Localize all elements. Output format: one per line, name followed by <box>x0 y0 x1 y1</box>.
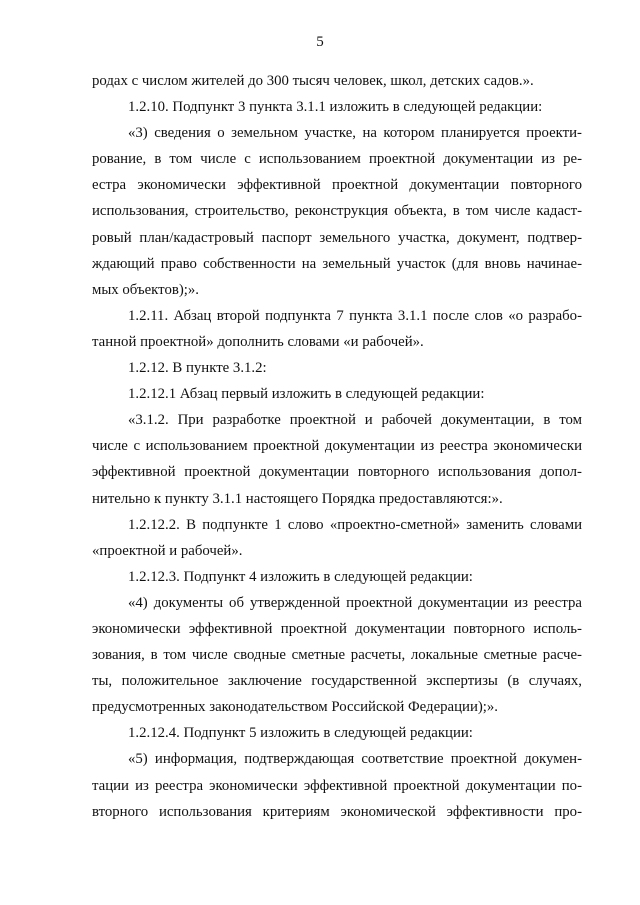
text-line: 1.2.10. Подпункт 3 пункта 3.1.1 изложить в следующей редакции: <box>128 99 543 116</box>
text-line: естра экономически эффективной проектной документации повторного <box>92 177 582 194</box>
text-line: «проектной и рабочей». <box>92 542 243 559</box>
text-line: «4) документы об утвержденной проектной документации из реестра <box>128 594 582 611</box>
text-line: эффективной проектной документации повторного использования допол- <box>92 464 582 481</box>
text-line: ровый план/кадастровый паспорт земельного участка, документ, подтвер- <box>92 229 582 246</box>
page-number: 5 <box>316 34 324 50</box>
text-line: 1.2.12.1 Абзац первый изложить в следующей редакции: <box>128 386 485 403</box>
text-line: 1.2.12.3. Подпункт 4 изложить в следующей редакции: <box>128 568 473 585</box>
text-line: нительно к пункту 3.1.1 настоящего Порядка предоставляются:». <box>92 490 503 507</box>
text-line: рование, в том числе с использованием проектной документации из ре- <box>92 151 582 168</box>
text-line: 1.2.12.2. В подпункте 1 слово «проектно-сметной» заменить словами <box>128 516 582 533</box>
text-line: 1.2.11. Абзац второй подпункта 7 пункта 3.1.1 после слов «о разрабо- <box>128 307 582 324</box>
text-line: зования, в том числе сводные сметные расчеты, локальные сметные расче- <box>92 647 582 664</box>
text-line: числе с использованием проектной документации из реестра экономически <box>92 438 582 455</box>
text-line: экономически эффективной проектной документации повторного исполь- <box>92 620 582 637</box>
text-line: 1.2.12.4. Подпункт 5 изложить в следующей редакции: <box>128 725 473 742</box>
text-line: мых объектов);». <box>92 281 199 298</box>
text-line: предусмотренных законодательством Российской Федерации);». <box>92 699 498 716</box>
text-line: «5) информация, подтверждающая соответствие проектной докумен- <box>128 751 582 768</box>
text-line: танной проектной» дополнить словами «и рабочей». <box>92 333 424 350</box>
text-line: ты, положительное заключение государственной экспертизы (в случаях, <box>92 673 582 690</box>
text-line: «3.1.2. При разработке проектной и рабочей документации, в том <box>128 412 582 429</box>
text-line: «3) сведения о земельном участке, на котором планируется проекти- <box>128 125 582 142</box>
text-line: использования, строительство, реконструкция объекта, в том числе кадаст- <box>92 203 582 220</box>
text-line: родах с числом жителей до 300 тысяч человек, школ, детских садов.». <box>92 73 534 89</box>
document-body <box>92 68 582 825</box>
text-line: ждающий право собственности на земельный участок (для вновь начинае- <box>92 255 582 272</box>
text-line: тации из реестра экономически эффективной проектной документации по- <box>92 777 582 794</box>
text-line: 1.2.12. В пункте 3.1.2: <box>128 360 267 377</box>
text-line: вторного использования критериям экономической эффективности про- <box>92 803 582 820</box>
